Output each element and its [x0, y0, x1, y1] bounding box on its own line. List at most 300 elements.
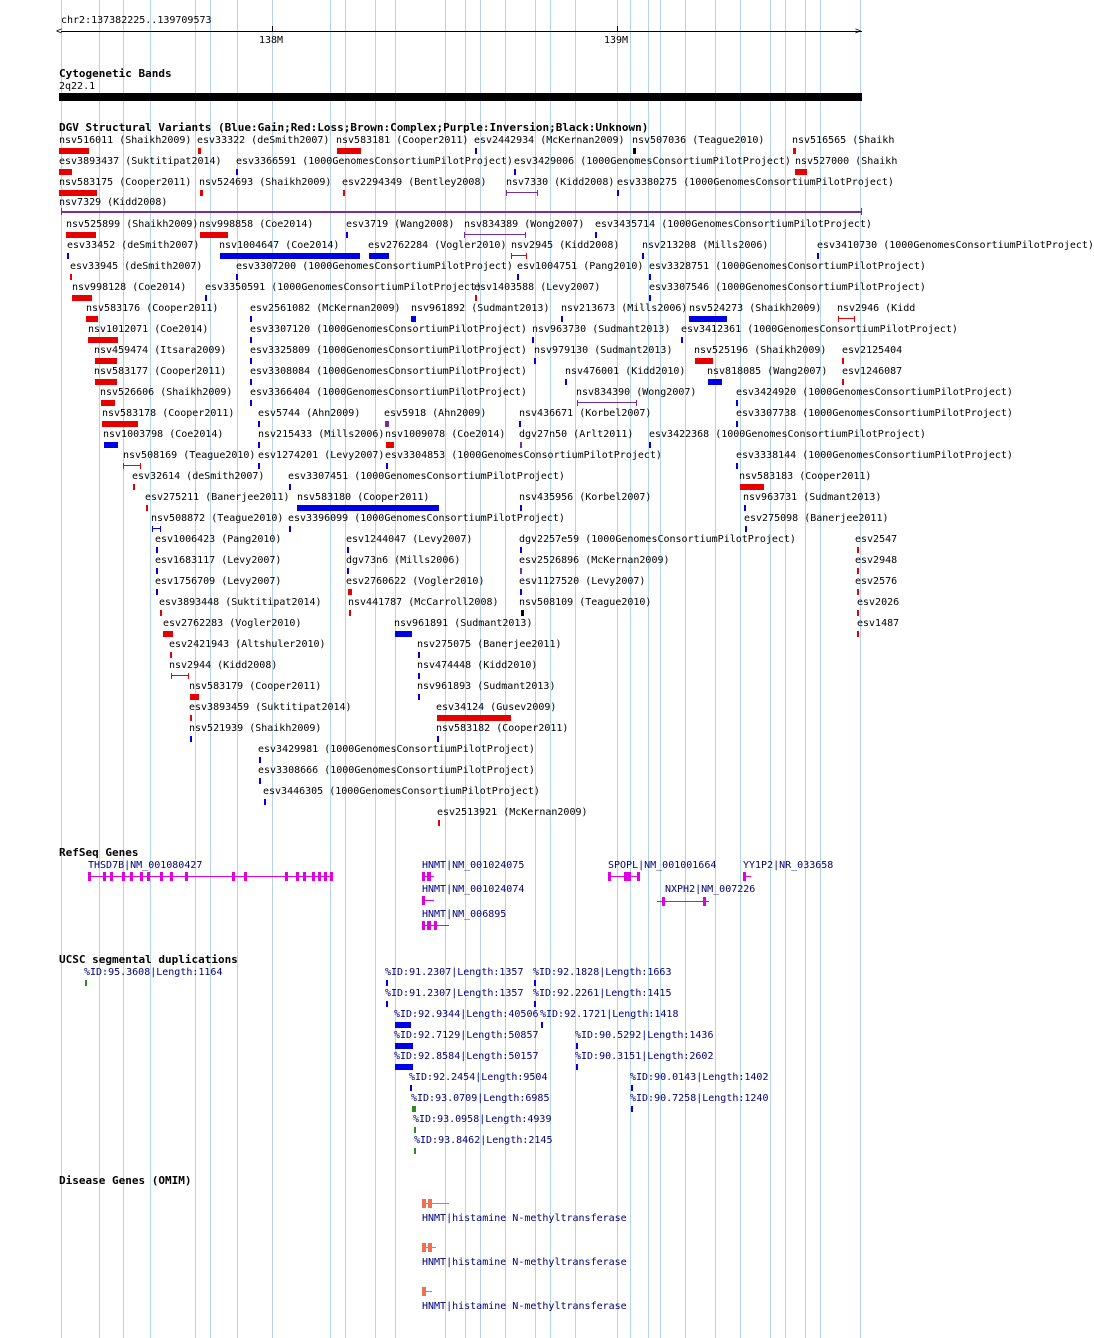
dgv-feature-mark[interactable]	[259, 778, 261, 784]
refseq-exon[interactable]	[130, 872, 133, 881]
dgv-feature-mark[interactable]	[854, 316, 855, 322]
dgv-feature-mark[interactable]	[577, 402, 637, 403]
dgv-feature-mark[interactable]	[59, 190, 97, 196]
dgv-feature-label[interactable]: nsv435956 (Korbel2007)	[519, 492, 652, 503]
dgv-feature-mark[interactable]	[140, 463, 141, 469]
dgv-feature-mark[interactable]	[156, 589, 158, 595]
segdup-mark[interactable]	[576, 1064, 578, 1070]
segdup-mark[interactable]	[534, 980, 536, 986]
omim-exon[interactable]	[422, 1199, 426, 1208]
dgv-feature-mark[interactable]	[190, 715, 192, 721]
segdup-mark[interactable]	[85, 980, 87, 986]
dgv-feature-mark[interactable]	[198, 148, 201, 154]
segdup-label[interactable]: %ID:90.3151|Length:2602	[575, 1051, 714, 1062]
refseq-exon[interactable]	[422, 872, 425, 881]
dgv-feature-mark[interactable]	[88, 337, 118, 343]
dgv-feature-label[interactable]: esv3396099 (1000GenomesConsortiumPilotProject)	[288, 513, 565, 524]
dgv-feature-label[interactable]: esv2760622 (Vogler2010)	[346, 576, 485, 587]
dgv-feature-mark[interactable]	[156, 547, 158, 553]
dgv-feature-mark[interactable]	[842, 379, 844, 385]
refseq-exon[interactable]	[703, 897, 706, 906]
dgv-feature-mark[interactable]	[793, 148, 796, 154]
segdup-mark[interactable]	[395, 1064, 413, 1070]
dgv-feature-label[interactable]: nsv525196 (Shaikh2009)	[694, 345, 827, 356]
dgv-feature-mark[interactable]	[146, 505, 148, 511]
omim-exon[interactable]	[422, 1243, 426, 1252]
dgv-feature-label[interactable]: nsv474448 (Kidd2010)	[417, 660, 538, 671]
dgv-track-title[interactable]: DGV Structural Variants (Blue:Gain;Red:Loss;Brown:Complex;Purple:Inversion;Black:Unknown)	[59, 121, 649, 134]
dgv-feature-mark[interactable]	[511, 253, 512, 259]
dgv-feature-label[interactable]: nsv516565 (Shaikh	[792, 135, 895, 146]
dgv-feature-label[interactable]: esv3893459 (Suktitipat2014)	[189, 702, 352, 713]
dgv-feature-label[interactable]: esv1274201 (Levy2007)	[258, 450, 385, 461]
omim-gene-label[interactable]: HNMT|histamine N-methyltransferase	[422, 1257, 627, 1268]
segdup-mark[interactable]	[631, 1085, 633, 1091]
dgv-feature-label[interactable]: esv2576	[855, 576, 898, 587]
dgv-feature-mark[interactable]	[61, 208, 62, 215]
dgv-feature-mark[interactable]	[520, 547, 522, 553]
dgv-feature-label[interactable]: esv2442934 (McKernan2009)	[474, 135, 625, 146]
dgv-feature-mark[interactable]	[795, 169, 807, 175]
refseq-exon[interactable]	[244, 872, 247, 881]
dgv-feature-label[interactable]: nsv7329 (Kidd2008)	[59, 197, 168, 208]
dgv-feature-mark[interactable]	[506, 190, 507, 196]
dgv-feature-label[interactable]: esv1244047 (Levy2007)	[346, 534, 473, 545]
dgv-feature-label[interactable]: nsv2944 (Kidd2008)	[169, 660, 278, 671]
dgv-feature-mark[interactable]	[250, 316, 252, 322]
dgv-feature-label[interactable]: nsv527000 (Shaikh	[795, 156, 898, 167]
dgv-feature-label[interactable]: esv33452 (deSmith2007)	[67, 240, 200, 251]
segdup-mark[interactable]	[534, 1001, 536, 1007]
dgv-feature-label[interactable]: esv3429006 (1000GenomesConsortiumPilotProject)	[514, 156, 791, 167]
dgv-feature-label[interactable]: nsv441787 (McCarroll2008)	[348, 597, 499, 608]
refseq-exon[interactable]	[296, 872, 299, 881]
dgv-feature-label[interactable]: esv2513921 (McKernan2009)	[437, 807, 588, 818]
dgv-feature-mark[interactable]	[258, 421, 260, 427]
dgv-feature-mark[interactable]	[205, 295, 207, 301]
dgv-feature-label[interactable]: nsv7330 (Kidd2008)	[506, 177, 615, 188]
dgv-feature-mark[interactable]	[649, 442, 651, 448]
segdup-label[interactable]: %ID:95.3608|Length:1164	[84, 967, 223, 978]
dgv-feature-label[interactable]: nsv583177 (Cooper2011)	[94, 366, 227, 377]
refseq-exon[interactable]	[422, 896, 425, 905]
dgv-feature-label[interactable]: esv3350591 (1000GenomesConsortiumPilotProject)	[205, 282, 482, 293]
cytoband-track-title[interactable]: Cytogenetic Bands	[59, 67, 172, 80]
cytoband-bar[interactable]	[59, 93, 862, 101]
dgv-feature-mark[interactable]	[250, 358, 252, 364]
dgv-feature-label[interactable]: esv3410730 (1000GenomesConsortiumPilotProject)	[817, 240, 1094, 251]
dgv-feature-mark[interactable]	[506, 192, 538, 193]
dgv-feature-mark[interactable]	[736, 400, 738, 406]
dgv-feature-label[interactable]: esv3307451 (1000GenomesConsortiumPilotProject)	[288, 471, 565, 482]
dgv-feature-label[interactable]: nsv524273 (Shaikh2009)	[689, 303, 822, 314]
dgv-feature-label[interactable]: nsv2946 (Kidd	[837, 303, 916, 314]
refseq-exon[interactable]	[427, 921, 431, 930]
segdup-mark[interactable]	[412, 1106, 416, 1112]
segdup-mark[interactable]	[395, 1022, 411, 1028]
omim-exon[interactable]	[428, 1199, 432, 1208]
dgv-feature-mark[interactable]	[519, 421, 521, 427]
segdup-label[interactable]: %ID:92.1828|Length:1663	[533, 967, 672, 978]
dgv-feature-mark[interactable]	[170, 652, 172, 658]
dgv-feature-mark[interactable]	[526, 253, 527, 259]
dgv-feature-label[interactable]: nsv508169 (Teague2010)	[123, 450, 256, 461]
refseq-exon[interactable]	[285, 872, 288, 881]
dgv-feature-label[interactable]: nsv583178 (Cooper2011)	[102, 408, 235, 419]
dgv-feature-label[interactable]: esv3435714 (1000GenomesConsortiumPilotProject)	[595, 219, 872, 230]
dgv-feature-label[interactable]: nsv215433 (Mills2006)	[258, 429, 385, 440]
dgv-feature-label[interactable]: nsv998128 (Coe2014)	[72, 282, 187, 293]
dgv-feature-mark[interactable]	[156, 568, 158, 574]
segdup-mark[interactable]	[576, 1043, 578, 1049]
dgv-feature-mark[interactable]	[386, 442, 394, 448]
dgv-feature-mark[interactable]	[464, 232, 465, 238]
segdup-mark[interactable]	[631, 1106, 633, 1112]
refseq-exon[interactable]	[103, 872, 106, 881]
dgv-feature-label[interactable]: esv1683117 (Levy2007)	[155, 555, 282, 566]
dgv-feature-label[interactable]: esv2026	[857, 597, 900, 608]
refseq-exon[interactable]	[330, 872, 333, 881]
dgv-feature-mark[interactable]	[236, 169, 238, 175]
dgv-feature-mark[interactable]	[857, 631, 859, 637]
dgv-feature-label[interactable]: nsv583175 (Cooper2011)	[59, 177, 192, 188]
dgv-feature-mark[interactable]	[525, 232, 526, 238]
dgv-feature-label[interactable]: nsv583180 (Cooper2011)	[297, 492, 430, 503]
segdup-track-title[interactable]: UCSC segmental duplications	[59, 953, 238, 966]
dgv-feature-mark[interactable]	[59, 148, 89, 154]
dgv-feature-label[interactable]: nsv459474 (Itsara2009)	[94, 345, 227, 356]
segdup-mark[interactable]	[414, 1127, 416, 1133]
dgv-feature-label[interactable]: nsv583181 (Cooper2011)	[336, 135, 469, 146]
dgv-feature-label[interactable]: nsv436671 (Korbel2007)	[519, 408, 652, 419]
dgv-feature-label[interactable]: nsv583176 (Cooper2011)	[86, 303, 219, 314]
dgv-feature-label[interactable]: esv3429981 (1000GenomesConsortiumPilotProject)	[258, 744, 535, 755]
refseq-exon[interactable]	[170, 872, 173, 881]
dgv-feature-mark[interactable]	[437, 736, 439, 742]
dgv-feature-label[interactable]: esv2421943 (Altshuler2010)	[169, 639, 326, 650]
dgv-feature-mark[interactable]	[72, 295, 92, 301]
dgv-feature-label[interactable]: esv2762283 (Vogler2010)	[163, 618, 302, 629]
dgv-feature-mark[interactable]	[475, 295, 477, 301]
refseq-exon[interactable]	[303, 872, 306, 881]
dgv-feature-label[interactable]: esv3366404 (1000GenomesConsortiumPilotProject)	[250, 387, 527, 398]
dgv-feature-mark[interactable]	[649, 295, 651, 301]
dgv-feature-mark[interactable]	[514, 169, 516, 175]
omim-track-title[interactable]: Disease Genes (OMIM)	[59, 1174, 192, 1187]
dgv-feature-mark[interactable]	[438, 820, 440, 826]
dgv-feature-mark[interactable]	[517, 274, 519, 280]
dgv-feature-label[interactable]: nsv516011 (Shaikh2009)	[59, 135, 192, 146]
dgv-feature-label[interactable]: esv1756709 (Levy2007)	[155, 576, 282, 587]
dgv-feature-mark[interactable]	[104, 442, 118, 448]
refseq-exon[interactable]	[324, 872, 327, 881]
dgv-feature-mark[interactable]	[236, 274, 238, 280]
dgv-feature-mark[interactable]	[289, 526, 291, 532]
dgv-feature-mark[interactable]	[534, 358, 536, 364]
dgv-feature-mark[interactable]	[59, 169, 72, 175]
dgv-feature-label[interactable]: nsv834390 (Wong2007)	[576, 387, 697, 398]
segdup-label[interactable]: %ID:91.2307|Length:1357	[385, 988, 524, 999]
dgv-feature-mark[interactable]	[297, 505, 439, 511]
segdup-label[interactable]: %ID:93.8462|Length:2145	[414, 1135, 553, 1146]
dgv-feature-label[interactable]: nsv508872 (Teague2010)	[151, 513, 284, 524]
segdup-label[interactable]: %ID:92.8584|Length:50157	[394, 1051, 539, 1062]
dgv-feature-mark[interactable]	[464, 234, 526, 235]
segdup-label[interactable]: %ID:92.2454|Length:9504	[409, 1072, 548, 1083]
dgv-feature-label[interactable]: esv2125404	[842, 345, 903, 356]
dgv-feature-mark[interactable]	[386, 463, 388, 469]
refseq-exon[interactable]	[624, 872, 631, 881]
dgv-feature-label[interactable]: esv2561082 (McKernan2009)	[250, 303, 401, 314]
omim-exon[interactable]	[428, 1243, 432, 1252]
dgv-feature-label[interactable]: nsv961891 (Sudmant2013)	[394, 618, 533, 629]
dgv-feature-label[interactable]: esv3380275 (1000GenomesConsortiumPilotProject)	[617, 177, 894, 188]
dgv-feature-mark[interactable]	[190, 694, 199, 700]
dgv-feature-label[interactable]: esv275211 (Banerjee2011)	[145, 492, 290, 503]
dgv-feature-label[interactable]: nsv213208 (Mills2006)	[642, 240, 769, 251]
dgv-feature-mark[interactable]	[520, 568, 522, 574]
segdup-label[interactable]: %ID:90.0143|Length:1402	[630, 1072, 769, 1083]
dgv-feature-mark[interactable]	[838, 318, 855, 319]
dgv-feature-label[interactable]: nsv2945 (Kidd2008)	[511, 240, 620, 251]
dgv-feature-label[interactable]: nsv583183 (Cooper2011)	[739, 471, 872, 482]
dgv-feature-mark[interactable]	[264, 799, 266, 805]
dgv-feature-mark[interactable]	[411, 316, 416, 322]
dgv-feature-label[interactable]: nsv213673 (Mills2006)	[561, 303, 688, 314]
dgv-feature-label[interactable]: nsv1004647 (Coe2014)	[219, 240, 340, 251]
dgv-feature-mark[interactable]	[861, 208, 862, 215]
refseq-gene-label[interactable]: NXPH2|NM_007226	[665, 884, 756, 895]
dgv-feature-mark[interactable]	[437, 715, 511, 721]
dgv-feature-label[interactable]: esv1403588 (Levy2007)	[474, 282, 601, 293]
refseq-gene-label[interactable]: HNMT|NM_001024075	[422, 860, 525, 871]
dgv-feature-label[interactable]: esv3325809 (1000GenomesConsortiumPilotProject)	[250, 345, 527, 356]
dgv-feature-mark[interactable]	[133, 484, 135, 490]
dgv-feature-mark[interactable]	[347, 568, 349, 574]
dgv-feature-mark[interactable]	[152, 526, 153, 532]
dgv-feature-mark[interactable]	[565, 379, 567, 385]
segdup-label[interactable]: %ID:92.9344|Length:40506	[394, 1009, 539, 1020]
segdup-label[interactable]: %ID:90.5292|Length:1436	[575, 1030, 714, 1041]
dgv-feature-label[interactable]: nsv961892 (Sudmant2013)	[411, 303, 550, 314]
dgv-feature-label[interactable]: esv3307120 (1000GenomesConsortiumPilotProject)	[250, 324, 527, 335]
dgv-feature-label[interactable]: dgv2257e59 (1000GenomesConsortiumPilotProject)	[519, 534, 796, 545]
refseq-exon[interactable]	[110, 872, 113, 881]
dgv-feature-label[interactable]: esv3307200 (1000GenomesConsortiumPilotProject)	[236, 261, 513, 272]
dgv-feature-label[interactable]: esv1006423 (Pang2010)	[155, 534, 282, 545]
dgv-feature-label[interactable]: esv3304853 (1000GenomesConsortiumPilotProject)	[385, 450, 662, 461]
refseq-exon[interactable]	[427, 872, 431, 881]
dgv-feature-label[interactable]: esv3422368 (1000GenomesConsortiumPilotProject)	[649, 429, 926, 440]
dgv-feature-label[interactable]: esv2948	[855, 555, 898, 566]
dgv-feature-mark[interactable]	[200, 232, 228, 238]
dgv-feature-mark[interactable]	[160, 526, 161, 532]
refseq-exon[interactable]	[88, 872, 91, 881]
dgv-feature-label[interactable]: esv32614 (deSmith2007)	[132, 471, 265, 482]
dgv-feature-mark[interactable]	[259, 757, 261, 763]
dgv-feature-label[interactable]: nsv526606 (Shaikh2009)	[100, 387, 233, 398]
refseq-exon[interactable]	[312, 872, 315, 881]
dgv-feature-label[interactable]: esv275098 (Banerjee2011)	[744, 513, 889, 524]
segdup-label[interactable]: %ID:90.7258|Length:1240	[630, 1093, 769, 1104]
dgv-feature-mark[interactable]	[857, 568, 859, 574]
refseq-exon[interactable]	[185, 872, 188, 881]
refseq-gene-label[interactable]: HNMT|NM_006895	[422, 909, 507, 920]
dgv-feature-mark[interactable]	[61, 211, 862, 213]
dgv-feature-label[interactable]: esv33322 (deSmith2007)	[197, 135, 330, 146]
dgv-feature-mark[interactable]	[289, 484, 291, 490]
dgv-feature-mark[interactable]	[250, 337, 252, 343]
dgv-feature-label[interactable]: esv5744 (Ahn2009)	[258, 408, 361, 419]
dgv-feature-label[interactable]: esv33945 (deSmith2007)	[70, 261, 203, 272]
dgv-feature-label[interactable]: nsv1012071 (Coe2014)	[88, 324, 209, 335]
dgv-feature-mark[interactable]	[740, 484, 764, 490]
dgv-feature-mark[interactable]	[521, 610, 524, 616]
dgv-feature-mark[interactable]	[171, 673, 172, 679]
dgv-feature-label[interactable]: nsv1003798 (Coe2014)	[103, 429, 224, 440]
dgv-feature-mark[interactable]	[695, 358, 713, 364]
dgv-feature-mark[interactable]	[190, 736, 192, 742]
dgv-feature-label[interactable]: nsv818085 (Wang2007)	[707, 366, 828, 377]
segdup-label[interactable]: %ID:93.0958|Length:4939	[413, 1114, 552, 1125]
refseq-exon[interactable]	[318, 872, 321, 881]
dgv-feature-label[interactable]: nsv476001 (Kidd2010)	[565, 366, 686, 377]
dgv-feature-mark[interactable]	[385, 421, 389, 427]
dgv-feature-mark[interactable]	[101, 400, 115, 406]
dgv-feature-mark[interactable]	[95, 358, 117, 364]
refseq-exon[interactable]	[637, 872, 640, 881]
dgv-feature-mark[interactable]	[86, 316, 98, 322]
dgv-feature-mark[interactable]	[337, 148, 361, 154]
refseq-track-title[interactable]: RefSeq Genes	[59, 846, 139, 859]
dgv-feature-mark[interactable]	[577, 400, 578, 406]
dgv-feature-mark[interactable]	[258, 442, 260, 448]
dgv-feature-mark[interactable]	[520, 442, 522, 448]
dgv-feature-label[interactable]: nsv507036 (Teague2010)	[632, 135, 765, 146]
dgv-feature-mark[interactable]	[511, 255, 527, 256]
segdup-label[interactable]: %ID:92.1721|Length:1418	[540, 1009, 679, 1020]
segdup-mark[interactable]	[395, 1043, 413, 1049]
dgv-feature-label[interactable]: dgv27n50 (Arlt2011)	[519, 429, 634, 440]
dgv-feature-mark[interactable]	[200, 190, 203, 196]
dgv-feature-mark[interactable]	[842, 358, 844, 364]
dgv-feature-label[interactable]: esv3328751 (1000GenomesConsortiumPilotProject)	[649, 261, 926, 272]
dgv-feature-mark[interactable]	[520, 589, 522, 595]
refseq-exon[interactable]	[662, 897, 665, 906]
dgv-feature-mark[interactable]	[649, 274, 651, 280]
dgv-feature-mark[interactable]	[708, 379, 722, 385]
dgv-feature-label[interactable]: nsv583182 (Cooper2011)	[436, 723, 569, 734]
dgv-feature-label[interactable]: dgv73n6 (Mills2006)	[346, 555, 461, 566]
omim-gene-label[interactable]: HNMT|histamine N-methyltransferase	[422, 1213, 627, 1224]
dgv-feature-mark[interactable]	[395, 631, 412, 637]
segdup-mark[interactable]	[541, 1022, 543, 1028]
dgv-feature-label[interactable]: nsv275075 (Banerjee2011)	[417, 639, 562, 650]
dgv-feature-label[interactable]: esv1004751 (Pang2010)	[517, 261, 644, 272]
dgv-feature-mark[interactable]	[220, 253, 360, 259]
dgv-feature-mark[interactable]	[347, 547, 349, 553]
dgv-feature-mark[interactable]	[857, 547, 859, 553]
dgv-feature-mark[interactable]	[745, 526, 747, 532]
segdup-label[interactable]: %ID:93.0709|Length:6985	[411, 1093, 550, 1104]
dgv-feature-label[interactable]: esv3338144 (1000GenomesConsortiumPilotProject)	[736, 450, 1013, 461]
refseq-exon[interactable]	[434, 921, 437, 930]
dgv-feature-mark[interactable]	[160, 610, 162, 616]
refseq-gene-label[interactable]: SPOPL|NM_001001664	[608, 860, 717, 871]
refseq-gene-label[interactable]: HNMT|NM_001024074	[422, 884, 525, 895]
segdup-label[interactable]: %ID:91.2307|Length:1357	[385, 967, 524, 978]
dgv-feature-label[interactable]: nsv979130 (Sudmant2013)	[534, 345, 673, 356]
dgv-feature-mark[interactable]	[349, 610, 351, 616]
dgv-feature-mark[interactable]	[838, 316, 839, 322]
dgv-feature-mark[interactable]	[348, 589, 352, 595]
refseq-exon[interactable]	[160, 872, 163, 881]
dgv-feature-mark[interactable]	[67, 253, 69, 259]
dgv-feature-label[interactable]: nsv508109 (Teague2010)	[519, 597, 652, 608]
omim-gene-label[interactable]: HNMT|histamine N-methyltransferase	[422, 1301, 627, 1312]
dgv-feature-mark[interactable]	[171, 675, 189, 676]
dgv-feature-label[interactable]: esv1246087	[842, 366, 903, 377]
refseq-gene-label[interactable]: YY1P2|NR_033658	[743, 860, 834, 871]
dgv-feature-mark[interactable]	[617, 190, 619, 196]
dgv-feature-label[interactable]: esv3307738 (1000GenomesConsortiumPilotProject)	[736, 408, 1013, 419]
dgv-feature-mark[interactable]	[857, 589, 859, 595]
dgv-feature-label[interactable]: esv1487	[857, 618, 900, 629]
dgv-feature-mark[interactable]	[123, 463, 124, 469]
segdup-mark[interactable]	[386, 980, 388, 986]
dgv-feature-label[interactable]: esv3424920 (1000GenomesConsortiumPilotProject)	[736, 387, 1013, 398]
dgv-feature-mark[interactable]	[188, 673, 189, 679]
dgv-feature-mark[interactable]	[633, 148, 636, 154]
dgv-feature-mark[interactable]	[857, 610, 859, 616]
dgv-feature-mark[interactable]	[250, 400, 252, 406]
dgv-feature-mark[interactable]	[520, 505, 522, 511]
dgv-feature-mark[interactable]	[346, 232, 348, 238]
refseq-exon[interactable]	[422, 921, 425, 930]
dgv-feature-label[interactable]: nsv998858 (Coe2014)	[199, 219, 314, 230]
dgv-feature-mark[interactable]	[163, 631, 173, 637]
dgv-feature-label[interactable]: esv3307546 (1000GenomesConsortiumPilotProject)	[649, 282, 926, 293]
dgv-feature-label[interactable]: esv2526896 (McKernan2009)	[519, 555, 670, 566]
dgv-feature-label[interactable]: esv2762284 (Vogler2010)	[368, 240, 507, 251]
refseq-exon[interactable]	[232, 872, 235, 881]
dgv-feature-mark[interactable]	[418, 652, 420, 658]
dgv-feature-label[interactable]: nsv1009078 (Coe2014)	[385, 429, 506, 440]
omim-gene-mark[interactable]	[422, 1203, 449, 1204]
dgv-feature-mark[interactable]	[817, 253, 819, 259]
dgv-feature-mark[interactable]	[537, 190, 538, 196]
dgv-feature-label[interactable]: nsv524693 (Shaikh2009)	[199, 177, 332, 188]
dgv-feature-mark[interactable]	[95, 379, 117, 385]
dgv-feature-mark[interactable]	[532, 337, 534, 343]
refseq-exon[interactable]	[147, 872, 150, 881]
dgv-feature-label[interactable]: esv3412361 (1000GenomesConsortiumPilotProject)	[681, 324, 958, 335]
dgv-feature-mark[interactable]	[418, 694, 420, 700]
dgv-feature-label[interactable]: nsv583179 (Cooper2011)	[189, 681, 322, 692]
dgv-feature-label[interactable]: esv3893437 (Suktitipat2014)	[59, 156, 222, 167]
dgv-feature-mark[interactable]	[636, 400, 637, 406]
dgv-feature-mark[interactable]	[744, 505, 746, 511]
dgv-feature-label[interactable]: esv3366591 (1000GenomesConsortiumPilotProject)	[236, 156, 513, 167]
segdup-mark[interactable]	[386, 1001, 388, 1007]
dgv-feature-mark[interactable]	[250, 379, 252, 385]
dgv-feature-label[interactable]: esv1127520 (Levy2007)	[519, 576, 646, 587]
refseq-gene-mark[interactable]	[743, 876, 751, 877]
dgv-feature-label[interactable]: nsv961893 (Sudmant2013)	[417, 681, 556, 692]
refseq-exon[interactable]	[140, 872, 143, 881]
segdup-mark[interactable]	[410, 1085, 412, 1091]
dgv-feature-mark[interactable]	[123, 465, 141, 466]
